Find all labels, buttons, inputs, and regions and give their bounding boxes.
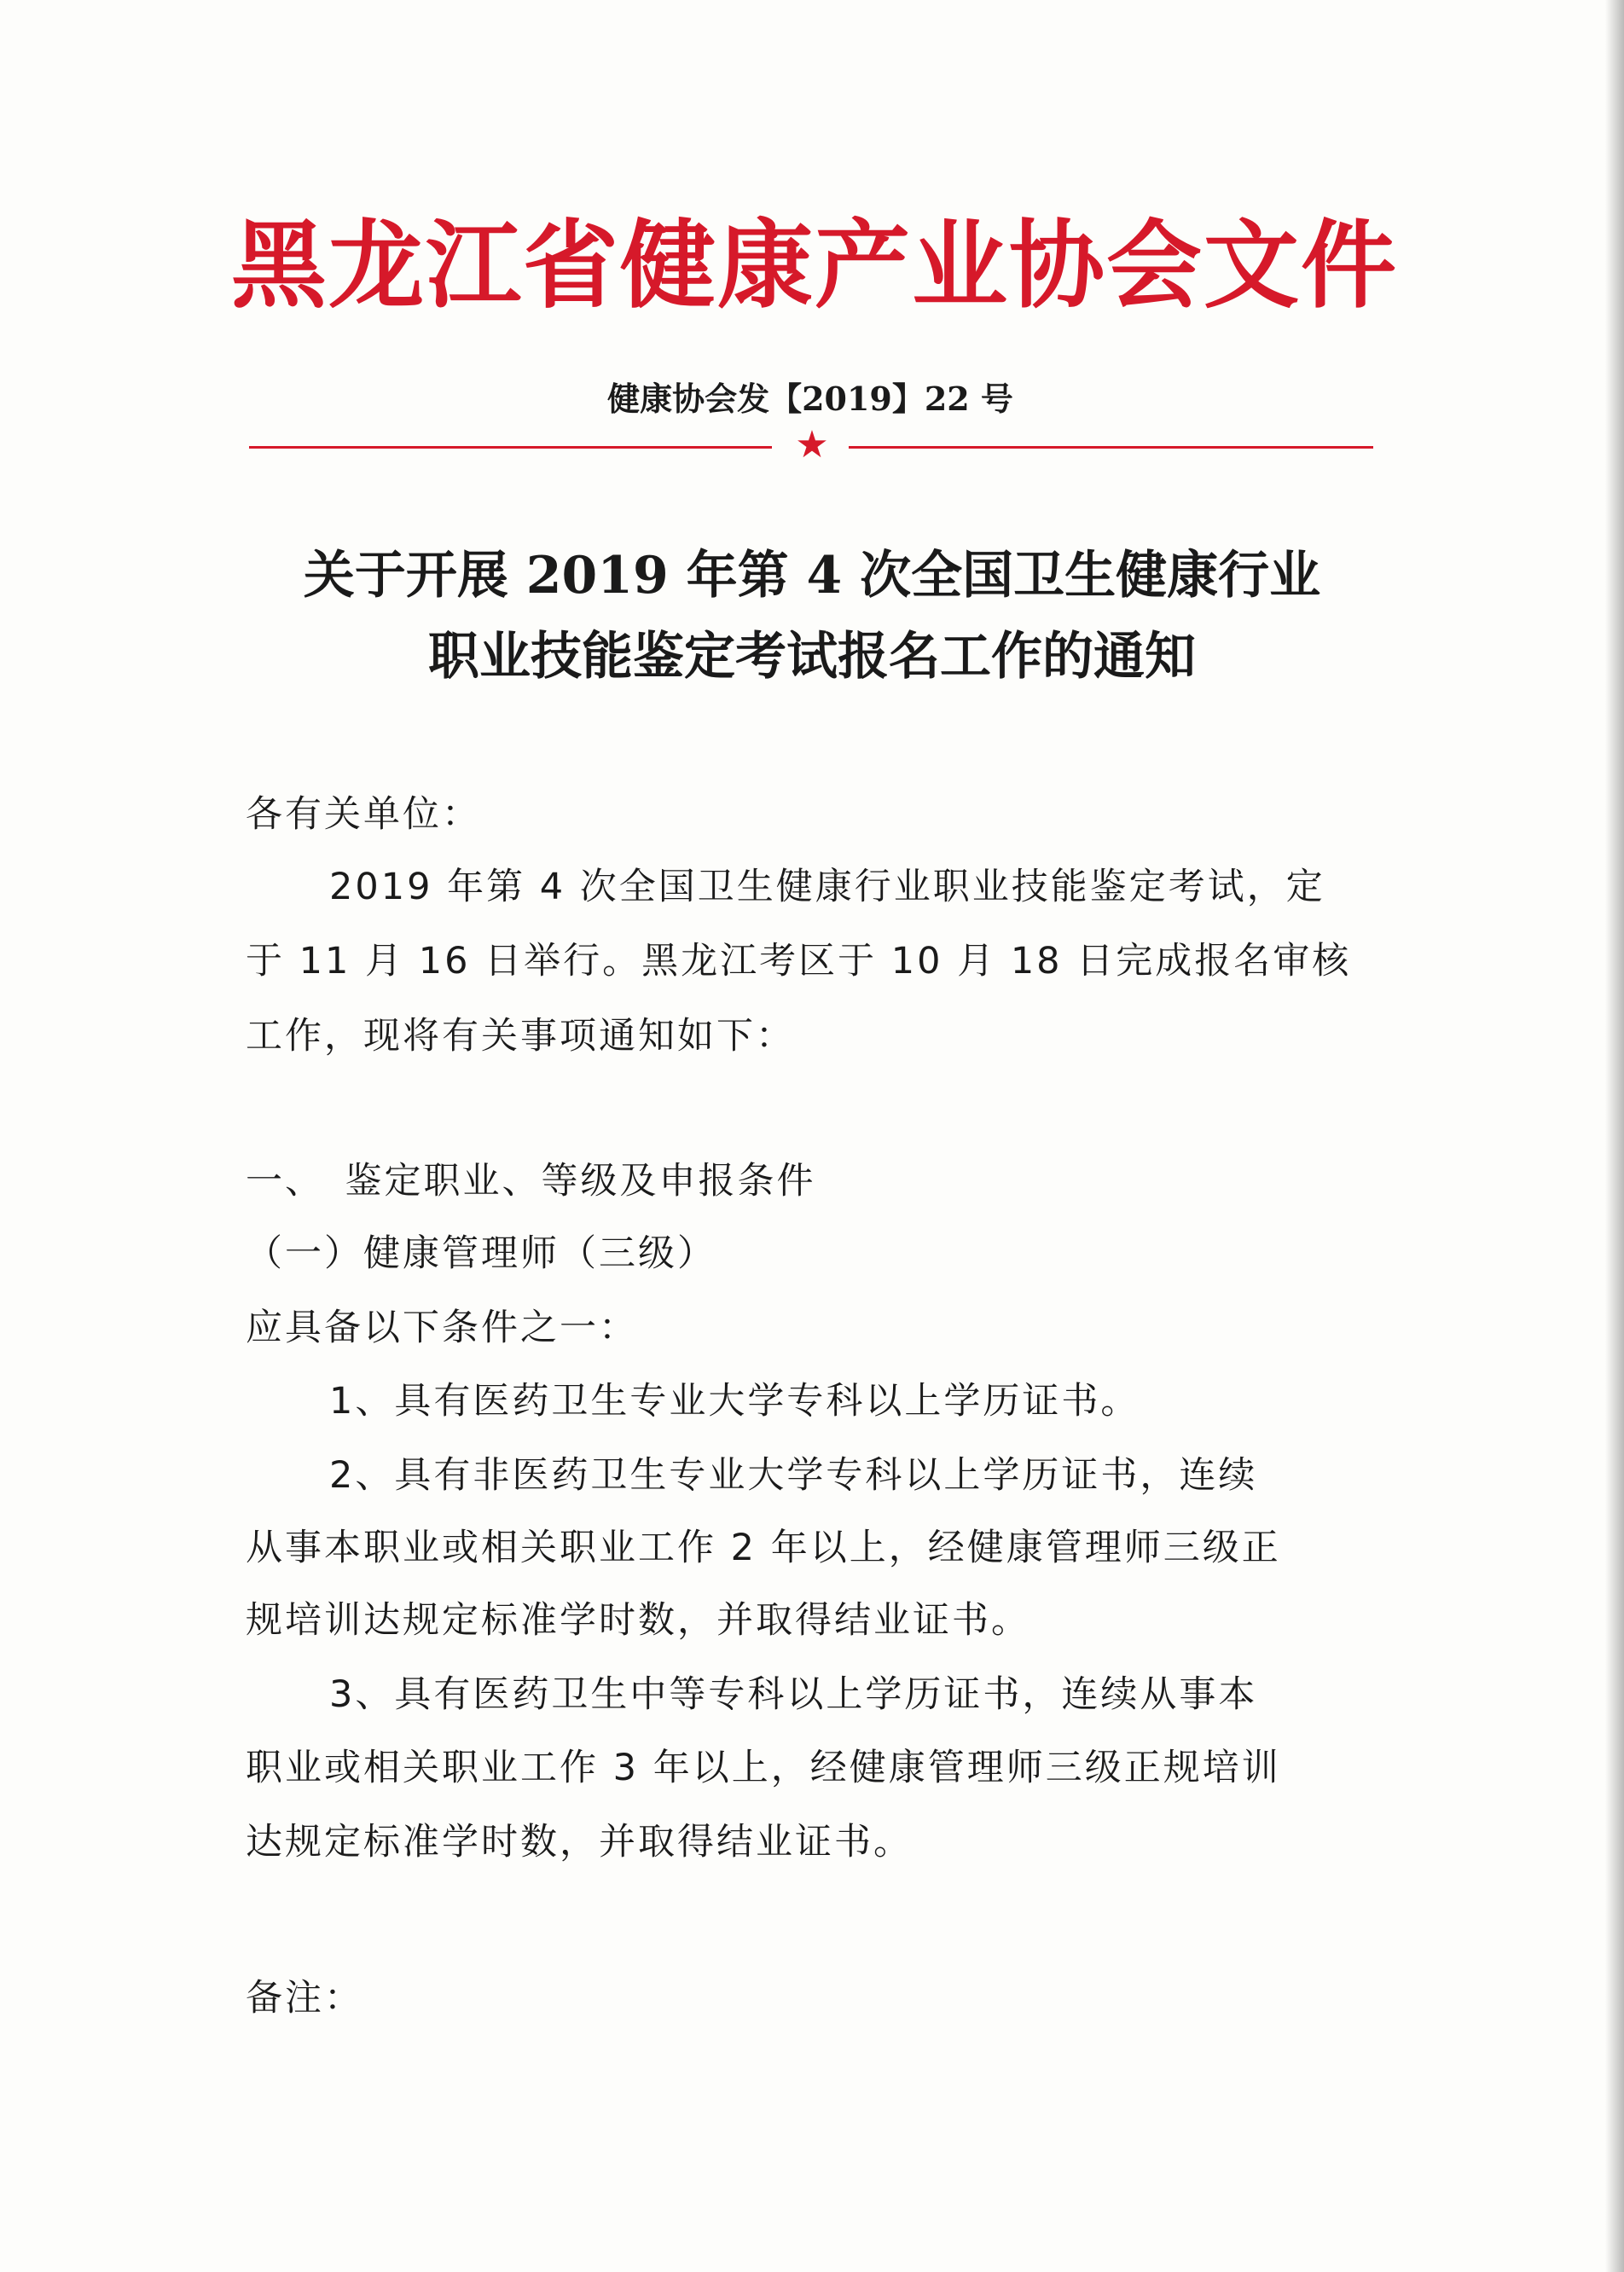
condition-2-line-2: 从事本职业或相关职业工作 2 年以上，经健康管理师三级正 — [246, 1527, 1281, 1569]
header-divider-right — [849, 446, 1373, 449]
star-icon: ★ — [795, 423, 829, 467]
intro-line-2: 于 11 月 16 日举行。黑龙江考区于 10 月 18 日完成报名审核 — [246, 940, 1352, 982]
header-divider-left — [249, 446, 772, 449]
condition-1-line-1: 1、具有医药卫生专业大学专科以上学历证书。 — [329, 1380, 1140, 1423]
condition-2-line-3: 规培训达规定标准学时数，并取得结业证书。 — [246, 1599, 1030, 1642]
issuer-header-title: 黑龙江省健康产业协会文件 — [231, 210, 1398, 322]
subsection-1-heading: （一）健康管理师（三级） — [246, 1232, 716, 1275]
conditions-intro: 应具备以下条件之一： — [246, 1307, 638, 1349]
salutation: 各有关单位： — [246, 793, 481, 836]
condition-3-line-3: 达规定标准学时数，并取得结业证书。 — [246, 1821, 913, 1863]
condition-2-line-1: 2、具有非医药卫生专业大学专科以上学历证书，连续 — [329, 1454, 1258, 1497]
condition-3-line-2: 职业或相关职业工作 3 年以上，经健康管理师三级正规培训 — [246, 1747, 1281, 1789]
section-1-heading: 一、 鉴定职业、等级及申报条件 — [246, 1160, 816, 1203]
condition-3-line-1: 3、具有医药卫生中等专科以上学历证书，连续从事本 — [329, 1673, 1258, 1716]
document-number: 健康协会发【2019】22 号 — [607, 380, 1013, 418]
page-edge-shadow — [1605, 0, 1624, 2272]
intro-line-3: 工作，现将有关事项通知如下： — [246, 1015, 795, 1058]
notice-title — [205, 536, 1419, 698]
notice-title-line-2: 职业技能鉴定考试报名工作的通知 — [428, 627, 1196, 687]
intro-line-1: 2019 年第 4 次全国卫生健康行业职业技能鉴定考试，定 — [329, 866, 1325, 908]
notice-title-line-1: 关于开展 2019 年第 4 次全国卫生健康行业 — [303, 546, 1321, 606]
remark-label: 备注： — [246, 1977, 363, 2020]
